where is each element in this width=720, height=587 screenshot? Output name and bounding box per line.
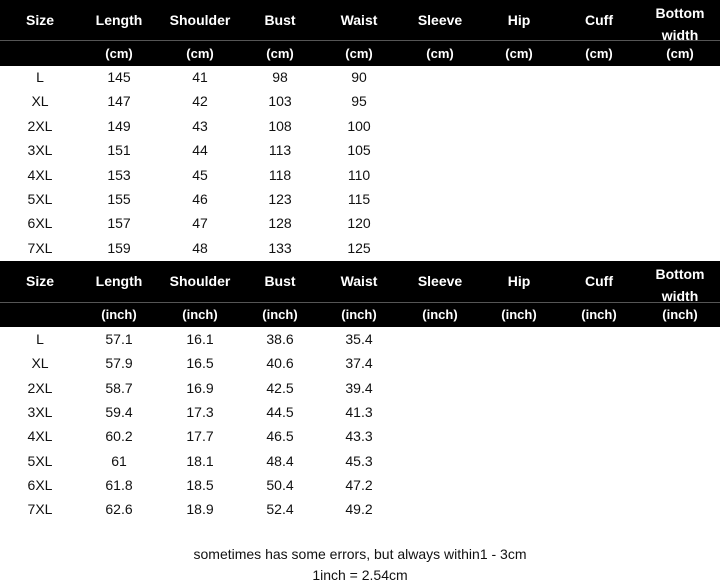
unit-label: (cm) — [585, 46, 613, 61]
table-cell: 46.5 — [266, 428, 294, 445]
table-cell: 147 — [107, 93, 131, 110]
table-cell: 16.5 — [186, 355, 214, 372]
table-cell: 155 — [107, 191, 131, 207]
unit-label: (cm) — [666, 46, 694, 61]
table-cell: 16.9 — [186, 379, 214, 396]
cm-header-divider — [0, 40, 720, 41]
table-cell: 37.4 — [345, 355, 373, 372]
size-label: XL — [31, 93, 49, 110]
size-label: 4XL — [27, 166, 53, 183]
table-cell: 120 — [347, 215, 371, 232]
unit-label: (inch) — [341, 307, 377, 322]
table-cell: 113 — [268, 142, 292, 159]
unit-label: (cm) — [426, 46, 454, 61]
column-header: Waist — [340, 273, 378, 289]
column-header: Bottom width — [655, 5, 705, 43]
table-cell: 45 — [192, 166, 208, 183]
table-cell: 48 — [192, 239, 208, 256]
table-cell: 151 — [107, 142, 131, 159]
table-cell: 61 — [111, 452, 127, 469]
column-header: Cuff — [585, 12, 613, 28]
column-header: Bust — [264, 12, 296, 28]
table-cell: 39.4 — [345, 379, 373, 396]
table-cell: 145 — [107, 69, 131, 85]
table-cell: 48.4 — [266, 452, 294, 469]
table-cell: 40.6 — [266, 355, 294, 372]
table-cell: 108 — [268, 117, 292, 134]
table-cell: 157 — [107, 215, 131, 232]
unit-label: (inch) — [262, 307, 298, 322]
table-cell: 18.1 — [186, 452, 214, 469]
table-cell: 45.3 — [345, 452, 373, 469]
size-label: 4XL — [27, 428, 53, 445]
unit-label: (inch) — [501, 307, 537, 322]
table-cell: 47 — [192, 215, 208, 232]
table-cell: 49.2 — [345, 501, 373, 518]
column-header: Bust — [264, 273, 296, 289]
size-label: L — [36, 331, 44, 347]
unit-label: (inch) — [101, 307, 137, 322]
table-cell: 100 — [347, 117, 371, 134]
unit-label: (inch) — [581, 307, 617, 322]
table-cell: 16.1 — [186, 331, 214, 347]
size-label: 6XL — [27, 476, 53, 493]
column-header: Cuff — [585, 273, 613, 289]
unit-label: (inch) — [422, 307, 458, 322]
table-cell: 18.9 — [186, 501, 214, 518]
table-cell: 159 — [107, 239, 131, 256]
table-cell: 98 — [272, 69, 288, 85]
size-label: 2XL — [27, 117, 53, 134]
column-header: Shoulder — [169, 12, 231, 28]
table-cell: 115 — [347, 191, 371, 207]
table-cell: 103 — [268, 93, 292, 110]
column-header: Hip — [507, 12, 531, 28]
size-label: 3XL — [27, 142, 53, 159]
table-cell: 133 — [268, 239, 292, 256]
table-cell: 41 — [192, 69, 208, 85]
column-header: Waist — [340, 12, 378, 28]
table-cell: 44 — [192, 142, 208, 159]
size-label: 7XL — [27, 239, 53, 256]
size-label: 5XL — [27, 191, 53, 207]
table-cell: 42.5 — [266, 379, 294, 396]
column-header: Shoulder — [169, 273, 231, 289]
table-cell: 52.4 — [266, 501, 294, 518]
table-cell: 60.2 — [105, 428, 133, 445]
table-cell: 35.4 — [345, 331, 373, 347]
size-label: 2XL — [27, 379, 53, 396]
table-cell: 61.8 — [105, 476, 133, 493]
unit-label: (cm) — [505, 46, 533, 61]
table-cell: 44.5 — [266, 403, 294, 420]
table-cell: 57.1 — [105, 331, 133, 347]
unit-label: (cm) — [266, 46, 294, 61]
table-cell: 43.3 — [345, 428, 373, 445]
column-header: Sleeve — [417, 12, 463, 28]
table-cell: 42 — [192, 93, 208, 110]
table-cell: 46 — [192, 191, 208, 207]
error-note: sometimes has some errors, but always within1 - 3cm — [193, 546, 527, 562]
column-header: Size — [25, 12, 54, 28]
table-cell: 153 — [107, 166, 131, 183]
size-label: 3XL — [27, 403, 53, 420]
size-label: L — [36, 69, 44, 85]
size-label: XL — [31, 355, 49, 372]
column-header: Length — [95, 273, 143, 289]
table-cell: 128 — [268, 215, 292, 232]
unit-label: (inch) — [662, 307, 698, 322]
table-cell: 59.4 — [105, 403, 133, 420]
column-header: Sleeve — [417, 273, 463, 289]
table-cell: 17.3 — [186, 403, 214, 420]
column-header: Hip — [507, 273, 531, 289]
size-label: 7XL — [27, 501, 53, 518]
inch-header-divider — [0, 302, 720, 303]
column-header: Length — [95, 12, 143, 28]
conversion-note: 1inch = 2.54cm — [312, 567, 408, 583]
unit-label: (cm) — [105, 46, 133, 61]
table-cell: 90 — [351, 69, 367, 85]
table-cell: 38.6 — [266, 331, 294, 347]
table-cell: 149 — [107, 117, 131, 134]
unit-label: (cm) — [186, 46, 214, 61]
table-cell: 110 — [347, 166, 371, 183]
unit-label: (cm) — [345, 46, 373, 61]
size-label: 6XL — [27, 215, 53, 232]
table-cell: 105 — [347, 142, 371, 159]
table-cell: 47.2 — [345, 476, 373, 493]
table-cell: 58.7 — [105, 379, 133, 396]
table-cell: 125 — [347, 239, 371, 256]
table-cell: 41.3 — [345, 403, 373, 420]
table-cell: 95 — [351, 93, 367, 110]
table-cell: 50.4 — [266, 476, 294, 493]
column-header: Bottom width — [655, 266, 705, 304]
table-cell: 17.7 — [186, 428, 214, 445]
column-header: Size — [25, 273, 54, 289]
size-label: 5XL — [27, 452, 53, 469]
unit-label: (inch) — [182, 307, 218, 322]
table-cell: 62.6 — [105, 501, 133, 518]
table-cell: 118 — [268, 166, 292, 183]
table-cell: 57.9 — [105, 355, 133, 372]
table-cell: 43 — [192, 117, 208, 134]
table-cell: 123 — [268, 191, 292, 207]
table-cell: 18.5 — [186, 476, 214, 493]
